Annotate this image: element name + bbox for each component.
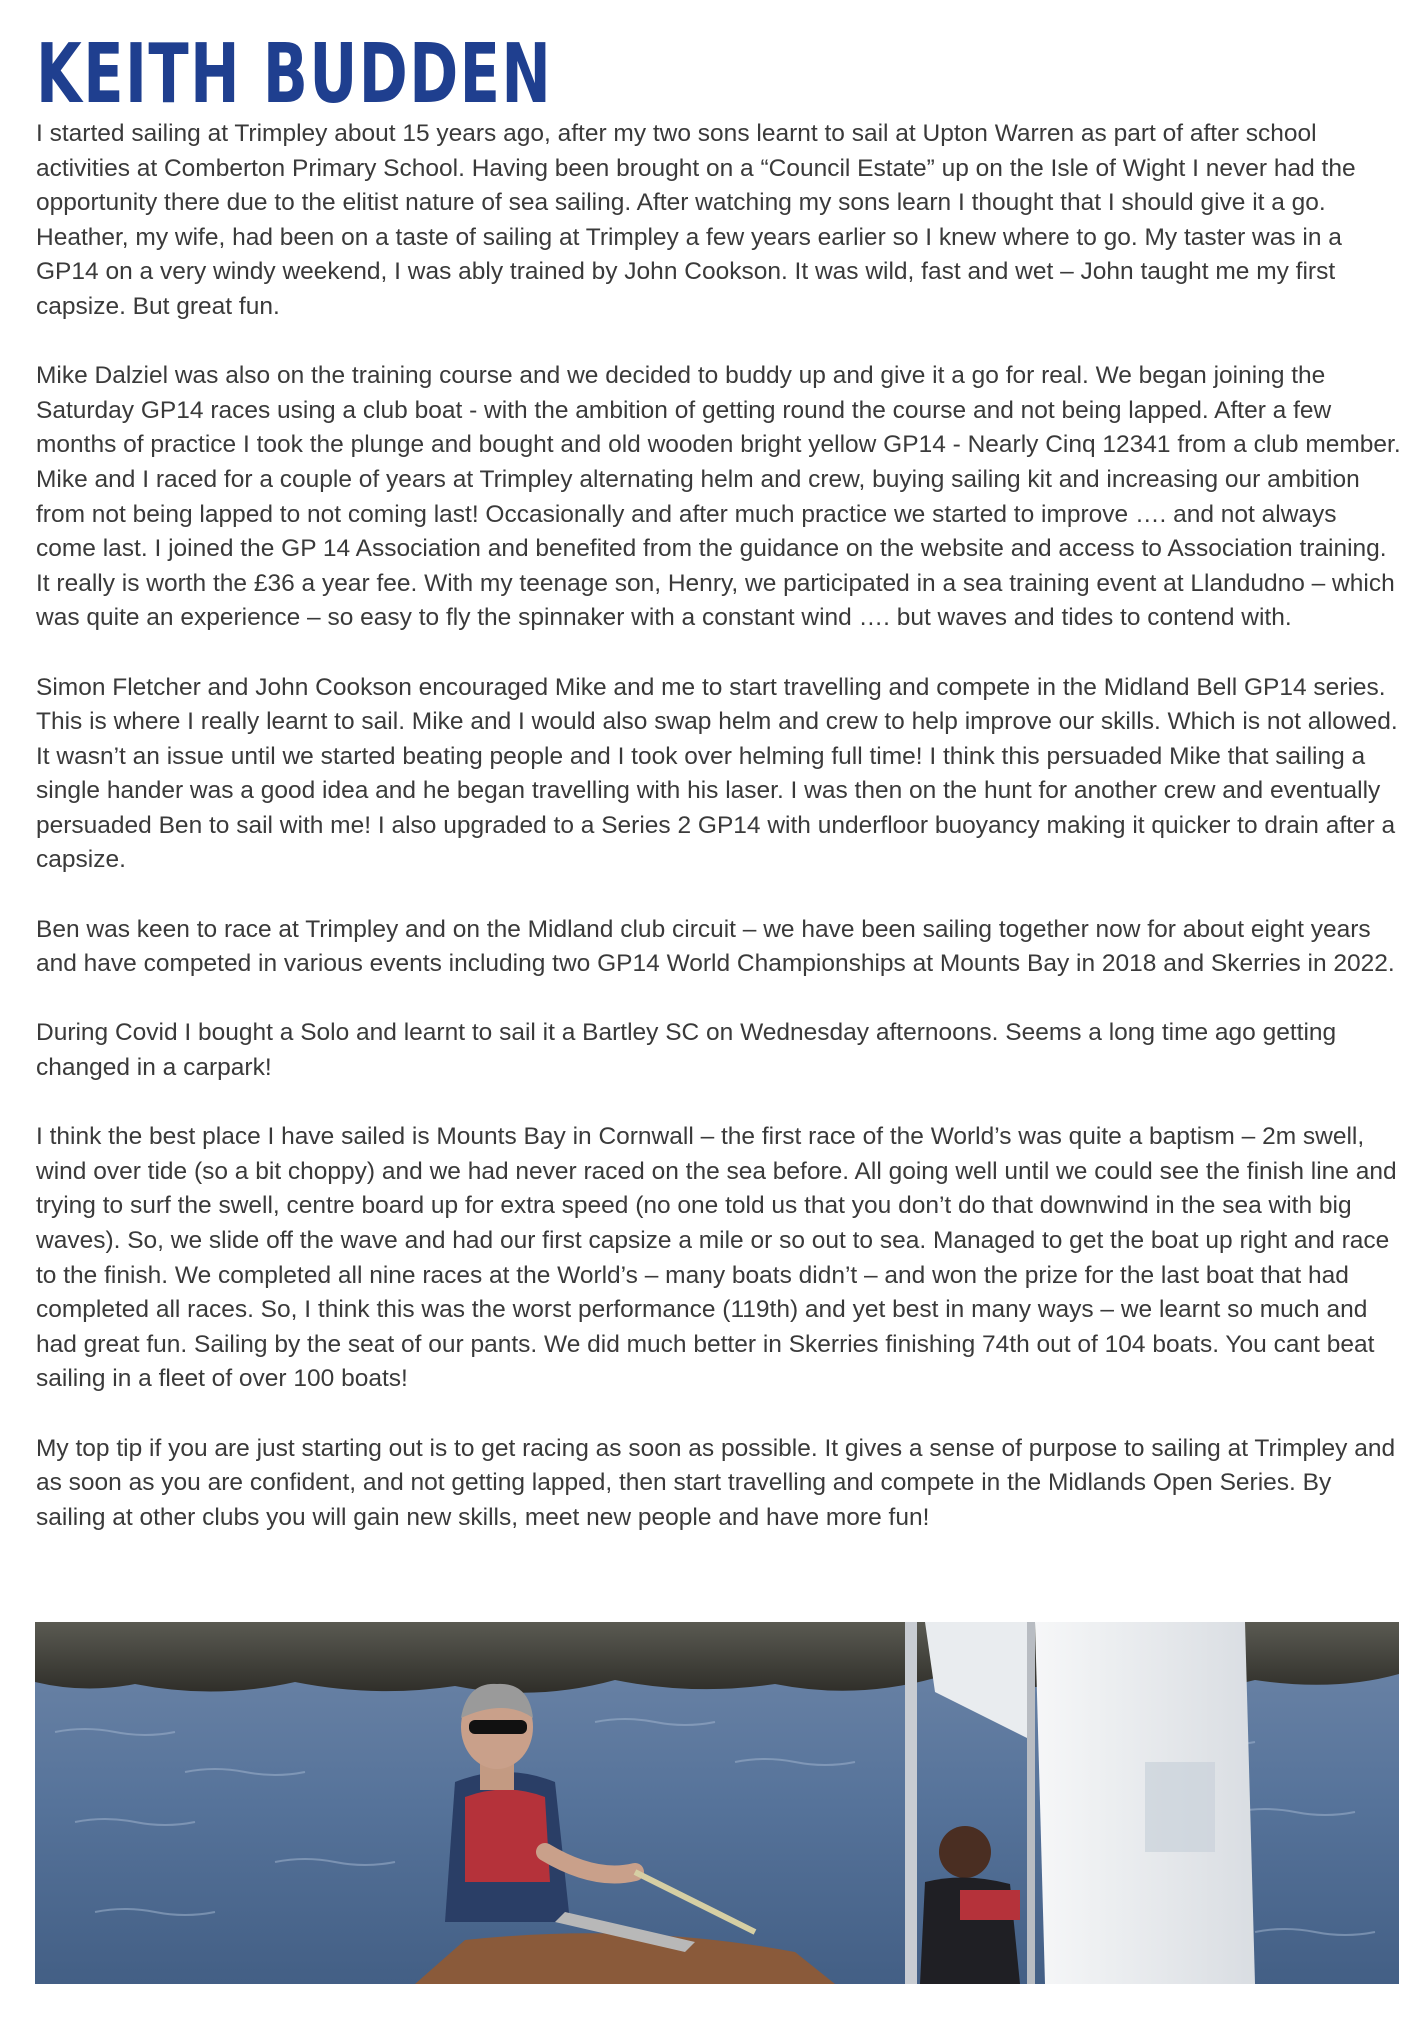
- paragraph-4: Ben was keen to race at Trimpley and on the Midland club circuit – we have been sailing together now for about eight years and have competed in various events including two GP14 World Championships at Mounts Bay in 2018 and Skerries in 2022.: [36, 915, 1395, 978]
- paragraph-5: During Covid I bought a Solo and learnt to sail it a Bartley SC on Wednesday afternoons. Seems a long time ago getting changed in a carpark!: [36, 1019, 1337, 1082]
- paragraph-7: My top tip if you are just starting out is to get racing as soon as possible. It gives a sense of purpose to sailing at Trimpley and as soon as you are confident, and not getting lapped, then start travelling and compete in the Midlands Open Series. By sailing at other clubs you will gain new skills, meet new people and have more fun!: [36, 1434, 1396, 1531]
- sunglasses-icon: [469, 1720, 527, 1734]
- sail-window: [1145, 1762, 1215, 1852]
- article-body: [36, 117, 1401, 1570]
- article-title: KEITH BUDDEN: [36, 27, 553, 122]
- paragraph-1: I started sailing at Trimpley about 15 years ago, after my two sons learnt to sail at Upton Warren as part of after school activities at Comberton Primary School. Having been brought on a “Council Estate” up on the Isle of Wight I never had the opportunity there due to the elitist nature of sea sailing. After watching my sons learn I thought that I should give it a go. Heather, my wife, had been on a taste of sailing at Trimpley a few years earlier so I knew where to go. My taster was in a GP14 on a very windy weekend, I was ably trained by John Cookson. It was wild, fast and wet – John taught me my first capsize. But great fun.: [36, 120, 1356, 320]
- paragraph-6: I think the best place I have sailed is Mounts Bay in Cornwall – the first race of the World’s was quite a baptism – 2m swell, wind over tide (so a bit choppy) and we had never raced on the sea before. All going well until we could see the finish line and trying to surf the swell, centre board up for extra speed (no one told us that you don’t do that downwind in the sea with big waves). So, we slide off the wave and had our first capsize a mile or so out to sea. Managed to get the boat up right and race to the finish. We completed all nine races at the World’s – many boats didn’t – and won the prize for the last boat that had completed all races. So, I think this was the worst performance (119th) and yet best in many ways – we learnt so much and had great fun. Sailing by the seat of our pants. We did much better in Skerries finishing 74th out of 104 boats. You cant beat sailing in a fleet of over 100 boats!: [36, 1123, 1397, 1393]
- mast: [905, 1622, 917, 1984]
- crew-buoyancy-aid: [960, 1890, 1020, 1920]
- crew-head: [939, 1826, 991, 1878]
- paragraph-3: Simon Fletcher and John Cookson encouraged Mike and me to start travelling and compete in the Midland Bell GP14 series. This is where I really learnt to sail. Mike and I would also swap helm and crew to help improve our skills. Which is not allowed. It wasn’t an issue until we started beating people and I took over helming full time! I think this persuaded Mike that sailing a single hander was a good idea and he began travelling with his laser. I was then on the hunt for another crew and eventually persuaded Ben to sail with me! I also upgraded to a Series 2 GP14 with underfloor buoyancy making it quicker to drain after a capsize.: [36, 673, 1398, 874]
- sailing-photo-illustration: [35, 1622, 1399, 1984]
- boom-mast: [1027, 1622, 1035, 1984]
- helm-buoyancy-aid: [465, 1790, 550, 1883]
- sailing-photo: [35, 1622, 1399, 1984]
- paragraph-2: Mike Dalziel was also on the training course and we decided to buddy up and give it a go for real. We began joining the Saturday GP14 races using a club boat - with the ambition of getting round the course and not being lapped. After a few months of practice I took the plunge and bought and old wooden bright yellow GP14 - Nearly Cinq 12341 from a club member. Mike and I raced for a couple of years at Trimpley alternating helm and crew, buying sailing kit and increasing our ambition from not being lapped to not coming last! Occasionally and after much practice we started to improve …. and not always come last. I joined the GP 14 Association and benefited from the guidance on the website and access to Association training. It really is worth the £36 a year fee. With my teenage son, Henry, we participated in a sea training event at Llandudno – which was quite an experience – so easy to fly the spinnaker with a constant wind …. but waves and tides to contend with.: [36, 362, 1401, 632]
